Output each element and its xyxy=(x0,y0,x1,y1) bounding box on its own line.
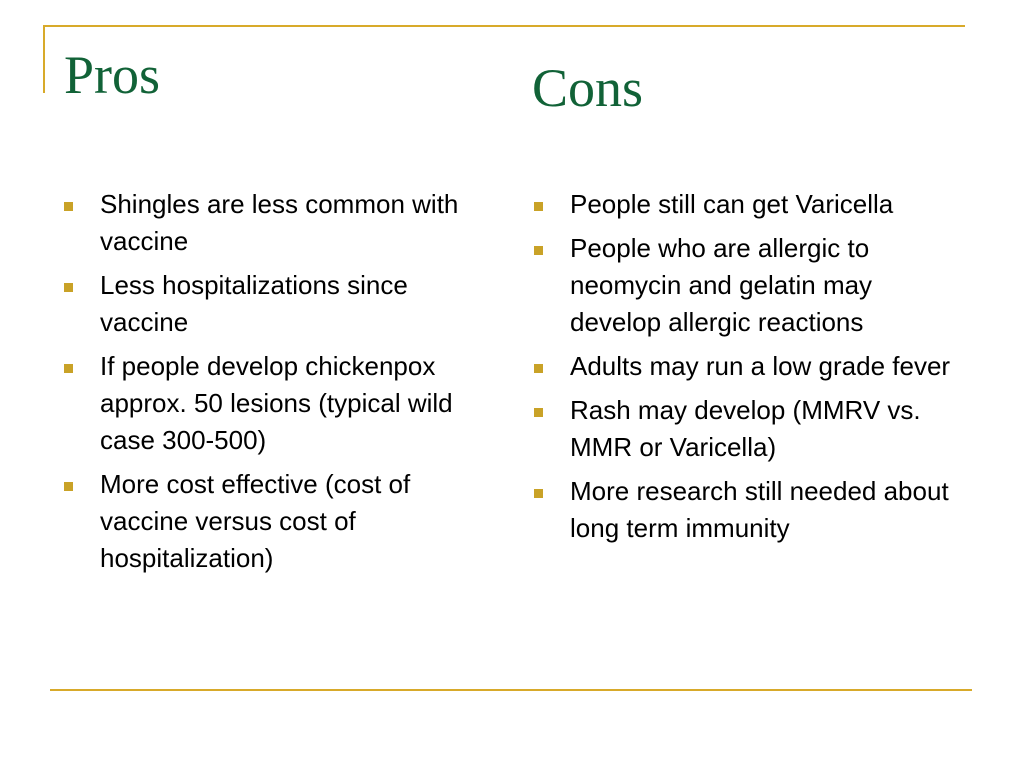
cons-item-text: Adults may run a low grade fever xyxy=(570,351,951,381)
square-bullet-icon xyxy=(534,202,543,211)
pros-list-item xyxy=(60,348,480,459)
pros-list-item xyxy=(60,466,480,577)
left-accent-line xyxy=(43,25,45,93)
cons-list-item xyxy=(530,473,970,547)
cons-list-item xyxy=(530,392,970,466)
pros-list xyxy=(60,186,480,584)
square-bullet-icon xyxy=(534,246,543,255)
cons-list-item xyxy=(530,348,970,385)
cons-item-text: Rash may develop (MMRV vs. MMR or Varicella) xyxy=(570,395,921,462)
square-bullet-icon xyxy=(534,364,543,373)
pros-item-text: Less hospitalizations since vaccine xyxy=(100,270,408,337)
cons-item-text: More research still needed about long term immunity xyxy=(570,476,949,543)
square-bullet-icon xyxy=(64,364,73,373)
cons-heading: Cons xyxy=(532,58,644,118)
pros-item-text: More cost effective (cost of vaccine versus cost of hospitalization) xyxy=(100,469,411,573)
cons-list-item xyxy=(530,186,970,223)
cons-list-item xyxy=(530,230,970,341)
square-bullet-icon xyxy=(64,482,73,491)
pros-list-item xyxy=(60,186,480,260)
pros-list-item xyxy=(60,267,480,341)
bottom-divider-line xyxy=(50,689,972,691)
top-divider-line xyxy=(43,25,965,27)
square-bullet-icon xyxy=(64,202,73,211)
cons-item-text: People who are allergic to neomycin and gelatin may develop allergic reactions xyxy=(570,233,873,337)
cons-list xyxy=(530,186,970,554)
pros-heading: Pros xyxy=(64,45,161,105)
cons-item-text: People still can get Varicella xyxy=(570,189,894,219)
pros-item-text: If people develop chickenpox approx. 50 lesions (typical wild case 300-500) xyxy=(100,351,453,455)
pros-item-text: Shingles are less common with vaccine xyxy=(100,189,459,256)
square-bullet-icon xyxy=(64,283,73,292)
square-bullet-icon xyxy=(534,489,543,498)
square-bullet-icon xyxy=(534,408,543,417)
